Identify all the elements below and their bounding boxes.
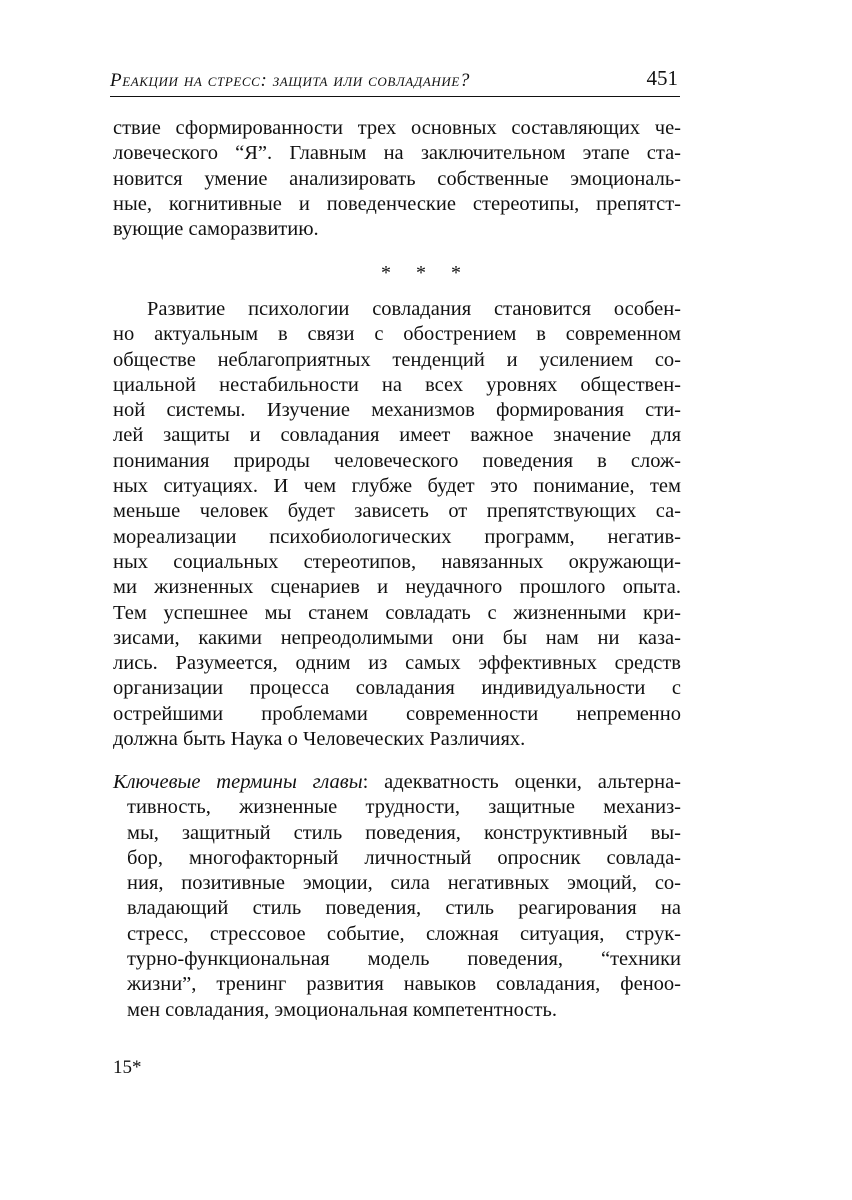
text-line: лей защиты и совладания имеет важное значение для xyxy=(113,424,681,447)
key-terms-first-line xyxy=(113,770,681,795)
text-line: меньше человек будет зависеть от препятствующих са- xyxy=(113,500,681,523)
text-line: владающий стиль поведения, стиль реагирования на xyxy=(127,897,681,920)
key-terms-first-line-rest: : адекватность оценки, альтерна- xyxy=(362,771,682,793)
running-title: Реакции на стресс: защита или совладание? xyxy=(110,70,471,91)
text-line: острейшими проблемами современности непременно xyxy=(113,702,681,725)
text-line: мореализации психобиологических программ, негатив- xyxy=(113,525,681,548)
text-line: зисами, какими непреодолимыми они бы нам ни каза- xyxy=(113,626,681,649)
text-line: ные, когнитивные и поведенческие стереотипы, препятст- xyxy=(113,192,681,215)
text-line: стресс, стрессовое событие, сложная ситуация, струк- xyxy=(127,922,681,945)
text-line: вующие саморазвитию. xyxy=(113,218,319,241)
text-line: мы, защитный стиль поведения, конструктивный вы- xyxy=(127,821,681,844)
text-line: бор, многофакторный личностный опросник совлада- xyxy=(127,846,681,869)
text-line: тивность, жизненные трудности, защитные механиз- xyxy=(127,796,681,819)
text-line: ловеческого “Я”. Главным на заключительном этапе ста- xyxy=(113,142,681,165)
section-separator: * * * xyxy=(381,262,471,284)
text-line: Тем успешнее мы станем совладать с жизненными кри- xyxy=(113,601,681,624)
text-line: Развитие психологии совладания становится особен- xyxy=(147,298,681,320)
text-line: ми жизненных сценариев и неудачного прошлого опыта. xyxy=(113,576,681,599)
running-head xyxy=(110,60,680,97)
signature-mark: 15* xyxy=(113,1057,142,1078)
text-line: понимания природы человеческого поведения в слож- xyxy=(113,449,681,472)
text-line: лись. Разумеется, одним из самых эффективных средств xyxy=(113,652,681,675)
text-line: ных ситуациях. И чем глубже будет это понимание, тем xyxy=(113,475,681,498)
key-terms xyxy=(113,770,681,1023)
text-line: турно-функциональная модель поведения, “техники xyxy=(127,948,681,971)
text-line: ствие сформированности трех основных составляющих че- xyxy=(113,117,681,139)
text-line: ных социальных стереотипов, навязанных окружающи- xyxy=(113,550,681,573)
text-line: циальной нестабильности на всех уровнях обществен- xyxy=(113,373,681,396)
text-line: организации процесса совладания индивидуальности с xyxy=(113,677,681,700)
text-line: обществе неблагоприятных тенденций и усилением со- xyxy=(113,348,681,371)
text-line: должна быть Наука о Человеческих Различиях. xyxy=(113,728,526,751)
paragraph-continued xyxy=(113,116,681,242)
text-line: ной системы. Изучение механизмов формирования сти- xyxy=(113,399,681,422)
paragraph-conclusion xyxy=(113,297,681,752)
text-line: ния, позитивные эмоции, сила негативных эмоций, со- xyxy=(127,872,681,895)
key-terms-label: Ключевые термины главы xyxy=(113,771,363,793)
text-line: мен совладания, эмоциональная компетентность. xyxy=(127,998,557,1021)
text-line: новится умение анализировать собственные эмоциональ- xyxy=(113,167,681,190)
text-line: жизни”, тренинг развития навыков совладания, феноо- xyxy=(127,973,681,996)
page-number: 451 xyxy=(646,66,678,90)
text-line: но актуальным в связи с обострением в современном xyxy=(113,323,681,346)
